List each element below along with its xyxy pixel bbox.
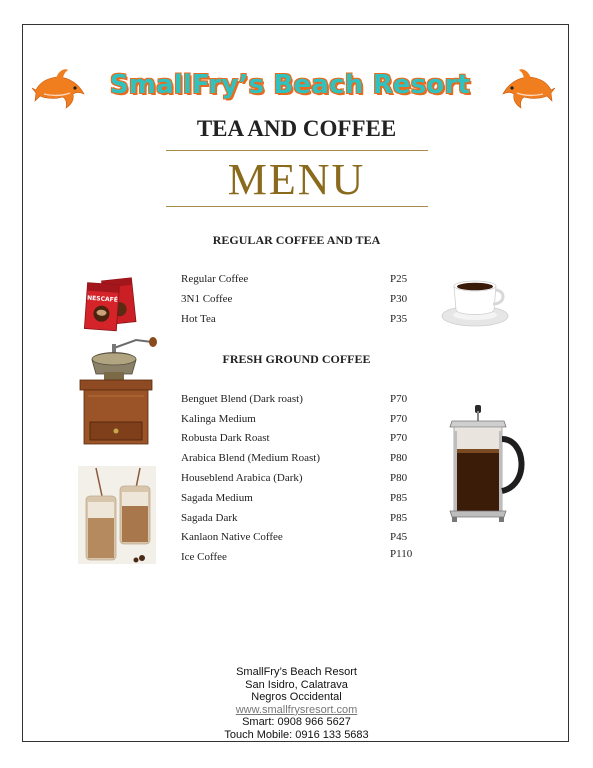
section-title-fresh-ground: FRESH GROUND COFFEE [222, 352, 371, 366]
menu-item-price: P110 [390, 548, 413, 560]
menu-item-name: Houseblend Arabica (Dark) [181, 472, 303, 484]
divider-top [166, 150, 428, 151]
coffee-cup-image [440, 272, 510, 330]
menu-item-name: Kanlaon Native Coffee [181, 531, 283, 543]
footer-contact [0, 666, 593, 742]
menu-item-price: P80 [390, 472, 408, 484]
menu-item-price: P25 [390, 273, 408, 285]
menu-item-name: Sagada Dark [181, 512, 238, 524]
menu-item-name: Regular Coffee [181, 273, 249, 285]
section-title-regular: REGULAR COFFEE AND TEA [212, 233, 381, 247]
footer-address-line2: Negros Occidental [251, 691, 342, 704]
menu-item-name: Hot Tea [181, 313, 216, 325]
dolphin-right-icon [497, 68, 555, 114]
menu-item-price: P70 [390, 393, 408, 405]
footer-resort-name: SmallFry’s Beach Resort [236, 666, 357, 678]
menu-item-name: Benguet Blend (Dark roast) [181, 393, 303, 405]
coffee-sachets-image [82, 276, 142, 332]
menu-item-price: P45 [390, 531, 408, 543]
menu-item-price: P30 [390, 293, 408, 305]
menu-title: MENU [227, 155, 366, 204]
footer-smart-phone: Smart: 0908 966 5627 [242, 716, 351, 729]
menu-item-price: P80 [390, 452, 408, 464]
menu-item-name: Sagada Medium [181, 492, 253, 504]
menu-item-name: Kalinga Medium [181, 413, 256, 425]
french-press-image [442, 405, 536, 523]
footer-website-link[interactable]: www.smallfrysresort.com [235, 703, 358, 716]
footer-touch-phone: Touch Mobile: 0916 133 5683 [224, 728, 369, 741]
menu-item-price: P85 [390, 512, 408, 524]
dolphin-left-icon [32, 68, 90, 114]
iced-coffee-image [78, 466, 156, 564]
sachet-brand-text: NESCAFÉ [86, 294, 119, 304]
menu-item-name: 3N1 Coffee [181, 293, 233, 305]
menu-item-price: P70 [390, 432, 408, 444]
menu-item-name: Ice Coffee [181, 551, 227, 563]
menu-item-price: P70 [390, 413, 408, 425]
menu-subtitle: TEA AND COFFEE [196, 116, 397, 141]
menu-item-price: P35 [390, 313, 408, 325]
divider-bottom [166, 206, 428, 207]
coffee-grinder-image [74, 334, 162, 448]
menu-item-price: P85 [390, 492, 408, 504]
brand-title: SmallFry’s Beach Resort [109, 70, 471, 100]
footer-address-line1: San Isidro, Calatrava [245, 678, 348, 691]
menu-item-name: Arabica Blend (Medium Roast) [181, 452, 320, 464]
menu-item-name: Robusta Dark Roast [181, 432, 270, 444]
